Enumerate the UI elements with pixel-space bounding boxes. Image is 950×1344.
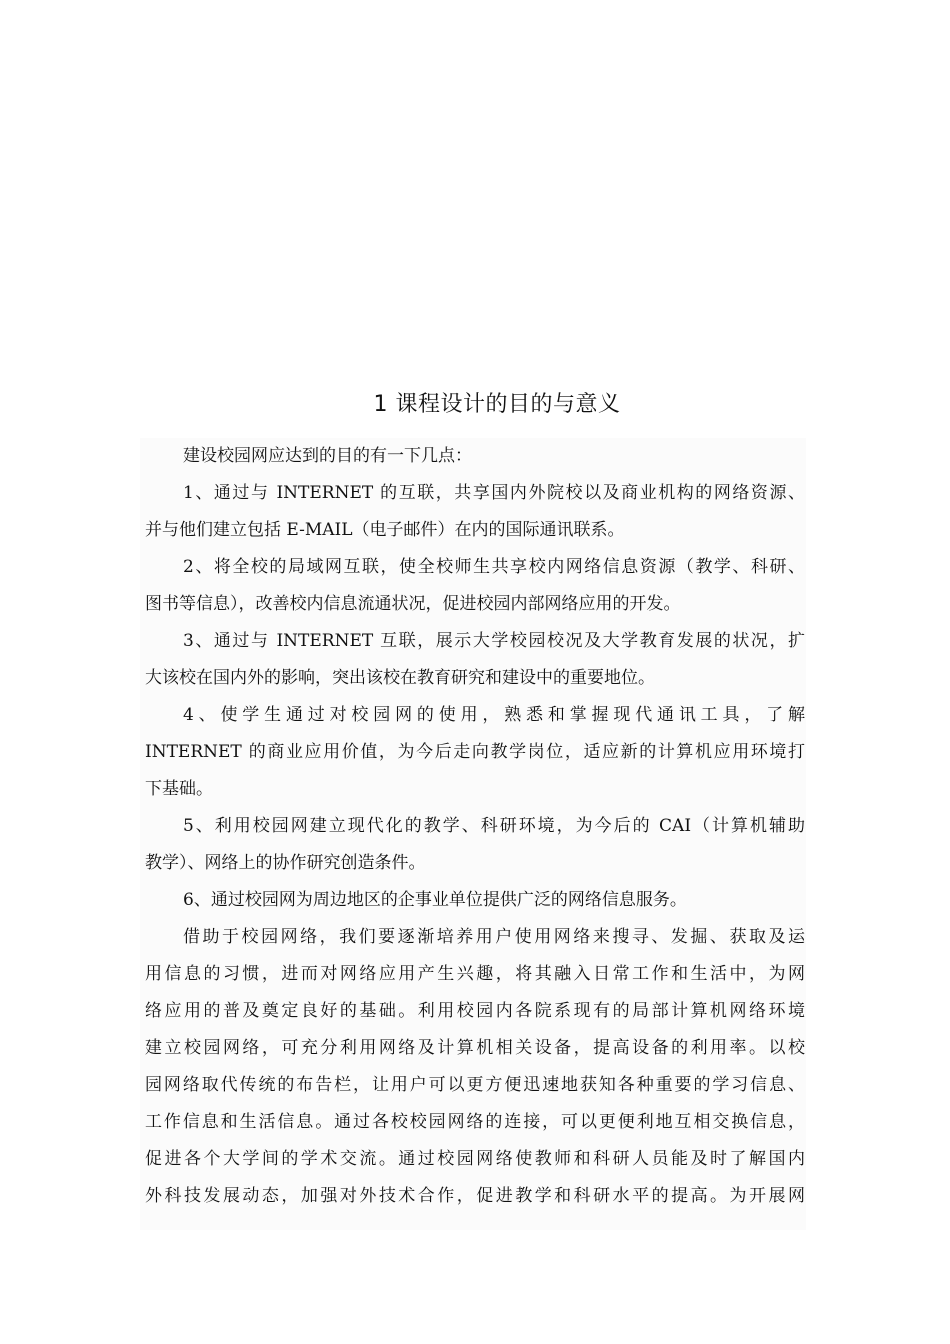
paragraph-line: INTERNET 的商业应用价值，为今后走向教学岗位，适应新的计算机应用环境打 [145, 742, 805, 762]
paragraph-line: 教学）、网络上的协作研究创造条件。 [145, 853, 426, 873]
paragraph-line: 促进各个大学间的学术交流。通过校园网络使教师和科研人员能及时了解国内 [145, 1149, 805, 1169]
paragraph-line: 工作信息和生活信息。通过各校校园网络的连接，可以更便利地互相交换信息， [145, 1112, 805, 1132]
paragraph-line: 络应用的普及奠定良好的基础。利用校园内各院系现有的局部计算机网络环境 [145, 1001, 805, 1021]
paragraph-line: 1、通过与 INTERNET 的互联，共享国内外院校以及商业机构的网络资源、 [183, 483, 805, 503]
paragraph-line: 建设校园网应达到的目的有一下几点： [183, 446, 472, 466]
paragraph-line: 下基础。 [145, 779, 213, 799]
paragraph-line: 借助于校园网络，我们要逐渐培养用户使用网络来搜寻、发掘、获取及运 [183, 927, 805, 947]
paragraph-line: 用信息的习惯，进而对网络应用产生兴趣，将其融入日常工作和生活中，为网 [145, 964, 805, 984]
paragraph-line: 3、通过与 INTERNET 互联，展示大学校园校况及大学教育发展的状况，扩 [183, 631, 805, 651]
paragraph-line: 建立校园网络，可充分利用网络及计算机相关设备，提高设备的利用率。以校 [145, 1038, 805, 1058]
paragraph-line: 4、使学生通过对校园网的使用，熟悉和掌握现代通讯工具，了解 [183, 705, 805, 725]
paragraph-line: 图书等信息），改善校内信息流通状况，促进校园内部网络应用的开发。 [145, 594, 681, 614]
paragraph-line: 2、将全校的局域网互联，使全校师生共享校内网络信息资源（教学、科研、 [183, 557, 805, 577]
section-heading: 1 课程设计的目的与意义 [373, 392, 621, 417]
paragraph-line: 并与他们建立包括 E-MAIL（电子邮件）在内的国际通讯联系。 [145, 520, 625, 540]
paragraph-line: 园网络取代传统的布告栏，让用户可以更方便迅速地获知各种重要的学习信息、 [145, 1075, 805, 1095]
paragraph-line: 6、通过校园网为周边地区的企事业单位提供广泛的网络信息服务。 [183, 890, 687, 910]
paragraph-line: 外科技发展动态，加强对外技术合作，促进教学和科研水平的提高。为开展网 [145, 1186, 805, 1206]
paragraph-line: 大该校在国内外的影响，突出该校在教育研究和建设中的重要地位。 [145, 668, 655, 688]
paragraph-line: 5、利用校园网建立现代化的教学、科研环境，为今后的 CAI（计算机辅助 [183, 816, 805, 836]
